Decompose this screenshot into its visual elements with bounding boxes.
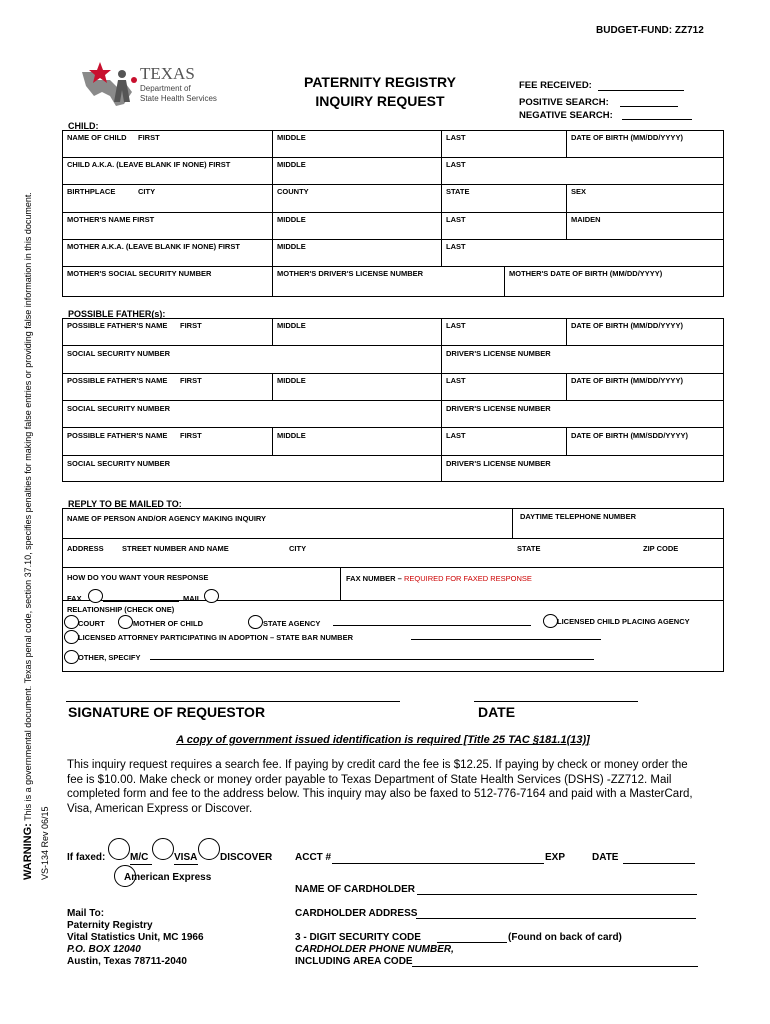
amex-label: American Express [124,872,212,883]
birthplace-city-label: CITY [138,187,156,196]
mastercard-label: M/C [130,852,149,863]
street-label: STREET NUMBER AND NAME [122,544,229,553]
mother-last-label: LAST [446,215,466,224]
instructions: This inquiry request requires a search fee. If paying by credit card the fee is $12.25. If paying by check or money order the fee is $10.00. Make check or money order payable to Texas Department of State Health Services (DSHS) -ZZ712. Mail completed form and fee to the address below. This inquiry may also be faxed to 512-776-7164 and paid with a MasterCard, Visa, American Express or Discover. [67,759,693,815]
mother-name-label: MOTHER'S NAME FIRST [67,215,155,224]
mother-aka-middle-label: MIDDLE [277,242,306,251]
mail-to-line2: Vital Statistics Unit, MC 1966 [67,932,204,943]
child-aka-label: CHILD A.K.A. (LEAVE BLANK IF NONE) FIRST [67,160,231,169]
positive-search-field[interactable] [620,106,678,107]
security-code-label: 3 - DIGIT SECURITY CODE [295,932,421,943]
mother-ssn-label: MOTHER'S SOCIAL SECURITY NUMBER [67,269,212,278]
state-agency-field[interactable] [333,625,531,626]
warning-text [22,60,34,880]
negative-search-field[interactable] [622,119,692,120]
child-first-label: FIRST [138,133,160,142]
mail-option-label: MAIL [183,594,202,603]
court-label: COURT [78,619,105,628]
account-field[interactable] [332,863,544,864]
father3-dob-label: DATE OF BIRTH (MM/SDD/YYYY) [571,431,688,440]
title-line1: PATERNITY REGISTRY [304,74,456,90]
other-checkbox[interactable] [64,650,79,664]
child-aka-middle-label: MIDDLE [277,160,306,169]
attorney-checkbox[interactable] [64,630,79,644]
discover-checkbox[interactable] [198,838,220,860]
id-notice: A copy of government issued identification is required [Title 25 TAC §181.1(13)] [176,734,590,746]
father1-middle-label: MIDDLE [277,321,306,330]
fax-number-text: FAX NUMBER – [346,574,404,583]
city-label: CITY [289,544,307,553]
fax-option-checkbox[interactable] [88,589,103,603]
daytime-phone-label: DAYTIME TELEPHONE NUMBER [520,512,636,521]
father2-name-label: POSSIBLE FATHER'S NAME [67,376,168,385]
logo-agency: State Health Services [140,94,217,103]
child-aka-last-label: LAST [446,160,466,169]
form-code: BUDGET-FUND: ZZ712 [596,25,704,36]
mother-aka-last-label: LAST [446,242,466,251]
exp-label: EXP [545,852,566,863]
state-agency-checkbox[interactable] [248,615,263,629]
account-label: ACCT # [295,852,332,863]
sex-label: SEX [571,187,587,196]
security-code-field[interactable] [437,942,507,943]
father1-last-label: LAST [446,321,466,330]
mail-to-line4: Austin, Texas 78711-2040 [67,956,187,967]
visa-label: VISA [174,852,198,863]
cardholder-phone-label: CARDHOLDER PHONE NUMBER, [295,944,454,955]
child-dob-label: DATE OF BIRTH (MM/DD/YYYY) [571,133,683,142]
mail-to-line3: P.O. BOX 12040 [67,944,141,955]
father3-first-label: FIRST [180,431,202,440]
father1-dob-label: DATE OF BIRTH (MM/DD/YYYY) [571,321,683,330]
other-label: OTHER, SPECIFY [78,653,141,662]
father1-first-label: FIRST [180,321,202,330]
dshs-logo [76,58,236,110]
birthplace-label: BIRTHPLACE [67,187,116,196]
security-code-note: (Found on back of card) [508,932,622,943]
birthplace-state-label: STATE [446,187,470,196]
signature-date-field[interactable] [474,701,638,702]
discover-label: DISCOVER [220,852,273,863]
logo-texas: TEXAS [140,64,195,83]
child-heading: CHILD: [68,121,99,131]
area-code-label: INCLUDING AREA CODE [295,956,413,967]
father2-dob-label: DATE OF BIRTH (MM/DD/YYYY) [571,376,683,385]
visa-checkbox[interactable] [152,838,174,860]
zip-label: ZIP CODE [643,544,679,553]
mail-to-label: Mail To: [67,908,105,919]
signature-date-label: DATE [478,704,516,720]
father3-ssn-label: SOCIAL SECURITY NUMBER [67,459,171,468]
mastercard-checkbox[interactable] [108,838,130,860]
payment-date-field[interactable] [623,863,695,864]
state-agency-label: STATE AGENCY [263,619,321,628]
cardholder-phone-field[interactable] [412,966,698,967]
requester-name-label: NAME OF PERSON AND/OR AGENCY MAKING INQUIRY [67,514,267,523]
signature-field[interactable] [66,701,400,702]
positive-search-label: POSITIVE SEARCH: [519,97,609,108]
fax-option-line [103,601,179,602]
fee-received-field[interactable] [598,90,684,91]
cardholder-address-label: CARDHOLDER ADDRESS [295,908,418,919]
mail-to-line1: Paternity Registry [67,920,153,931]
payment-date-label: DATE [592,852,619,863]
mother-aka-label: MOTHER A.K.A. (LEAVE BLANK IF NONE) FIRST [67,242,240,251]
licensed-agency-checkbox[interactable] [543,614,558,628]
mother-maiden-label: MAIDEN [571,215,601,224]
revision-code: VS-134 Rev 06/15 [40,806,50,880]
reply-heading: REPLY TO BE MAILED TO: [68,499,182,509]
father3-middle-label: MIDDLE [277,431,306,440]
address-label: ADDRESS [67,544,104,553]
birthplace-county-label: COUNTY [277,187,309,196]
relationship-label: RELATIONSHIP (CHECK ONE) [67,605,175,614]
mother-dob-label: MOTHER'S DATE OF BIRTH (MM/DD/YYYY) [509,269,663,278]
name-of-child-label: NAME OF CHILD [67,133,127,142]
child-last-label: LAST [446,133,466,142]
state-label: STATE [517,544,541,553]
fax-option-label: FAX [67,594,82,603]
warning-body: This is a governmental document. Texas penal code, section 37.10, specifies penalties for making false entries or providing false information in this document. [23,192,33,824]
father3-last-label: LAST [446,431,466,440]
signature-label: SIGNATURE OF REQUESTOR [68,704,266,720]
mother-middle-label: MIDDLE [277,215,306,224]
cardholder-address-field[interactable] [416,918,696,919]
mother-checkbox[interactable] [118,615,133,629]
negative-search-label: NEGATIVE SEARCH: [519,110,613,121]
father2-last-label: LAST [446,376,466,385]
reply-section [62,508,724,672]
cardholder-name-label: NAME OF CARDHOLDER [295,884,415,895]
father1-ssn-label: SOCIAL SECURITY NUMBER [67,349,171,358]
father2-first-label: FIRST [180,376,202,385]
fax-number-label [346,574,532,583]
state-bar-number-field[interactable] [411,639,601,640]
attorney-label: LICENSED ATTORNEY PARTICIPATING IN ADOPTION – STATE BAR NUMBER [78,633,354,642]
cardholder-name-field[interactable] [417,894,697,895]
father3-dl-label: DRIVER'S LICENSE NUMBER [446,459,551,468]
father2-dl-label: DRIVER'S LICENSE NUMBER [446,404,551,413]
mother-of-child-label: MOTHER OF CHILD [133,619,203,628]
texas-logo-icon [76,58,146,110]
father3-name-label: POSSIBLE FATHER'S NAME [67,431,168,440]
father2-middle-label: MIDDLE [277,376,306,385]
mail-option-checkbox[interactable] [204,589,219,603]
child-middle-label: MIDDLE [277,133,306,142]
mother-dl-label: MOTHER'S DRIVER'S LICENSE NUMBER [277,269,424,278]
licensed-agency-label: LICENSED CHILD PLACING AGENCY [557,617,690,626]
title-line2: INQUIRY REQUEST [315,93,445,109]
response-method-label: HOW DO YOU WANT YOUR RESPONSE [67,573,209,582]
father1-name-label: POSSIBLE FATHER'S NAME [67,321,168,330]
if-faxed-label: If faxed: [67,852,106,863]
warning-label: WARNING: [22,823,34,880]
father1-dl-label: DRIVER'S LICENSE NUMBER [446,349,551,358]
fathers-heading: POSSIBLE FATHER(s): [68,309,166,319]
logo-department: Department of [140,84,191,93]
fax-required-note: REQUIRED FOR FAXED RESPONSE [403,574,532,583]
other-specify-field[interactable] [150,659,594,660]
court-checkbox[interactable] [64,615,79,629]
father2-ssn-label: SOCIAL SECURITY NUMBER [67,404,171,413]
fee-received-label: FEE RECEIVED: [519,80,592,91]
